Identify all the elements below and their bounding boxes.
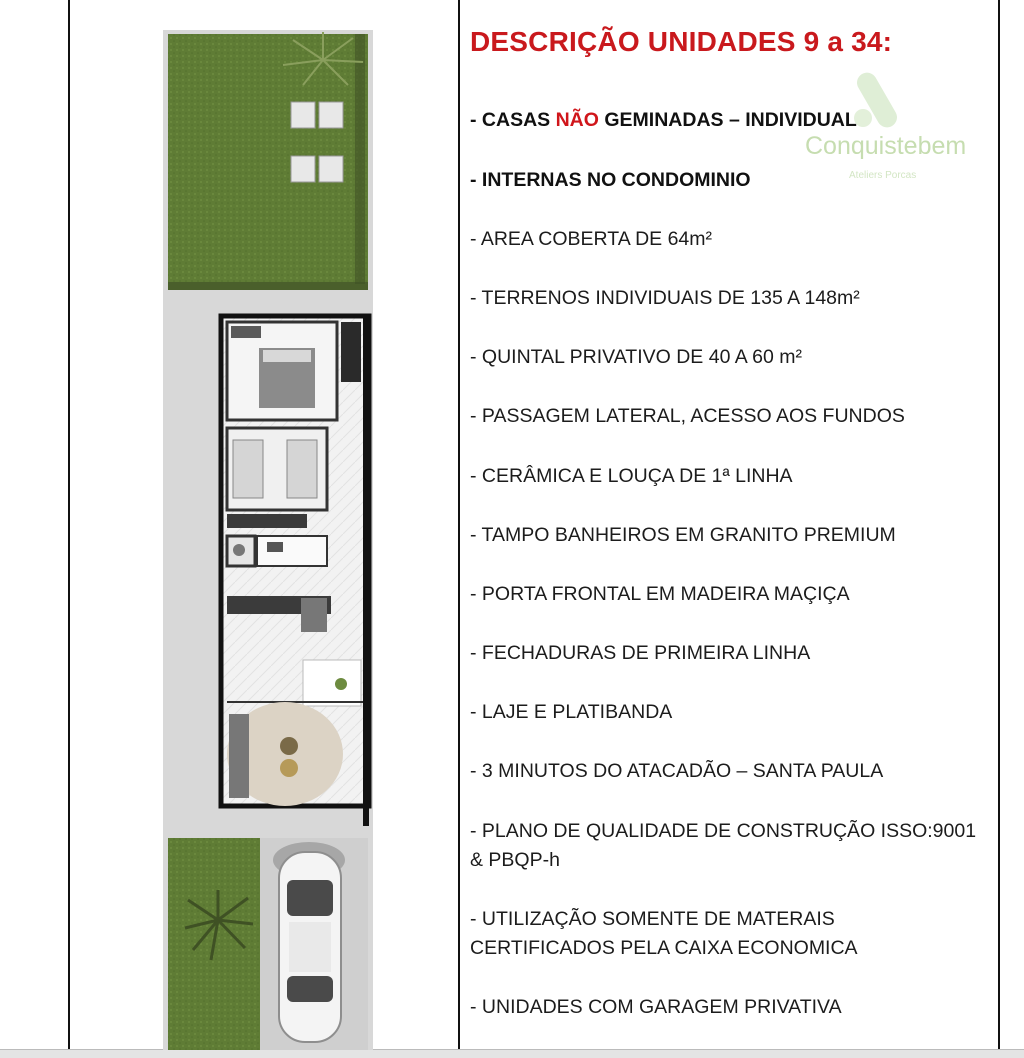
highlight-text: NÃO [555,109,599,131]
table-column-divider [458,0,460,1050]
feature-item: - FECHADURAS DE PRIMEIRA LINHA [470,642,811,664]
car [273,842,345,1042]
dining-table [303,660,361,706]
feature-item: - PASSAGEM LATERAL, ACESSO AOS FUNDOS [470,405,905,427]
feature-item: - CERÂMICA E LOUÇA DE 1ª LINHA [470,465,793,487]
feature-item: - PORTA FRONTAL EM MADEIRA MAÇIÇA [470,583,850,605]
feature-item: - LAJE E PLATIBANDA [470,701,673,723]
floor-plan-drawing [163,30,373,1050]
table-right-border [998,0,1000,1050]
feature-item: - TERRENOS INDIVIDUAIS DE 135 A 148m² [470,287,860,309]
feature-item: - AREA COBERTA DE 64m² [470,228,713,250]
feature-item: - PLANO DE QUALIDADE DE CONSTRUÇÃO ISSO:9001 & PBQP-h [470,820,977,871]
table-left-border [68,0,70,1050]
feature-item: - CASAS NÃO GEMINADAS – INDIVIDUAL [470,109,857,131]
section-title: DESCRIÇÃO UNIDADES 9 a 34: [470,26,893,57]
watermark-subtitle: Ateliers Porcas [849,170,917,181]
bathroom [227,536,327,566]
feature-item: - QUINTAL PRIVATIVO DE 40 A 60 m² [470,346,802,368]
feature-item: - 3 MINUTOS DO ATACADÃO – SANTA PAULA [470,760,884,782]
feature-item: - UTILIZAÇÃO SOMENTE DE MATERAIS CERTIFICADOS PELA CAIXA ECONOMICA [470,908,858,959]
feature-item: - TAMPO BANHEIROS EM GRANITO PREMIUM [470,524,896,546]
watermark-name: Conquistebem [805,132,967,160]
feature-item: - UNIDADES COM GARAGEM PRIVATIVA [470,996,842,1018]
floor-plan-image [163,30,373,1050]
feature-item: - INTERNAS NO CONDOMINIO [470,169,751,191]
